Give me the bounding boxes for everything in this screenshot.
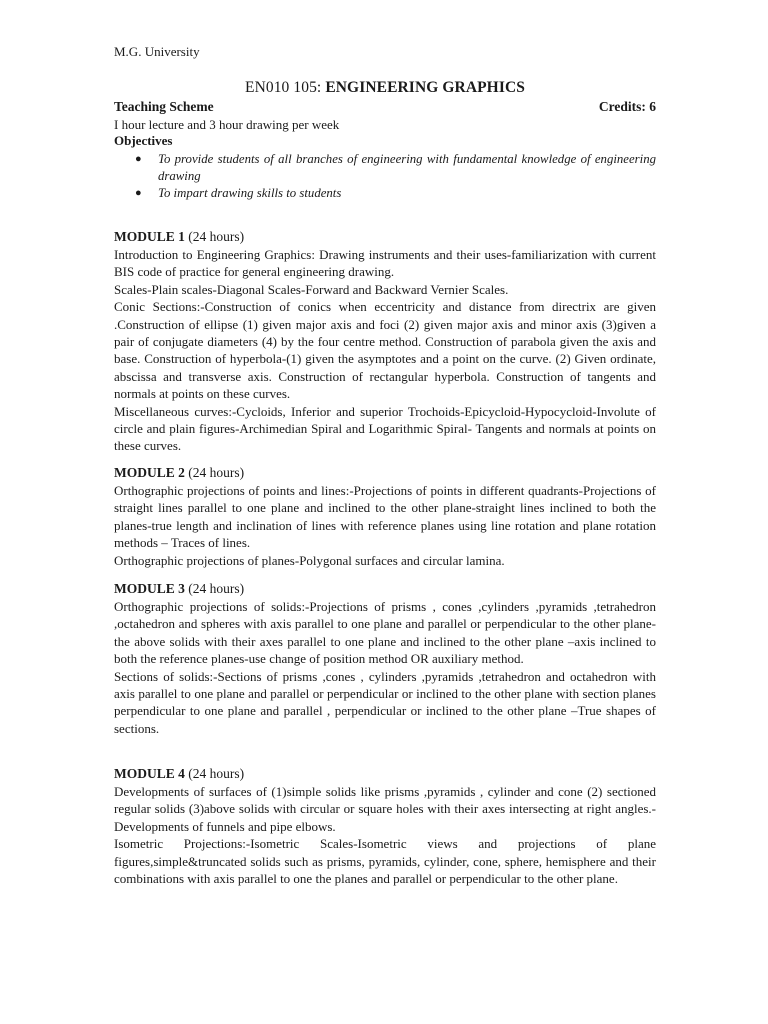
objective-item: ● To provide students of all branches of engineering with fundamental knowledge of engineering drawing xyxy=(135,152,656,183)
university-name: M.G. University xyxy=(114,44,200,59)
module-paragraph: Introduction to Engineering Graphics: Drawing instruments and their uses-familiarization with current BIS code of practice for general engineering drawing. xyxy=(114,247,656,280)
credits-label: Credits: 6 xyxy=(598,99,656,114)
bullet-icon: ● xyxy=(135,153,142,165)
module-paragraph: Miscellaneous curves:-Cycloids, Inferior and superior Trochoids-Epicycloid-Hypocycloid-Involute of circle and plain figures-Archimedian Spiral and Logarithmic Spiral- Tangents and normals at points on these curves. xyxy=(114,403,656,454)
module-title: MODULE 3 xyxy=(114,581,185,596)
module-paragraph: Conic Sections:-Construction of conics when eccentricity and distance from directrix are given .Construction of ellipse (1) given major axis and foci (2) given major axis and minor axis (3)given a pair of conjugate diameters (4) by the four centre method. Construction of parabola given the axis and base. Construction of hyperbola-(1) given the asymptotes and a point on the curve. (2) Given ordinate, abscissa and transverse axis. Construction of rectangular hyperbola. Construction of tangents and normals at points on these curves. xyxy=(114,299,656,402)
hours-text: I hour lecture and 3 hour drawing per week xyxy=(114,117,340,132)
module-paragraph: Orthographic projections of planes-Polygonal surfaces and circular lamina. xyxy=(114,552,505,568)
module-title: MODULE 2 xyxy=(114,465,185,480)
module-paragraph: Orthographic projections of points and lines:-Projections of points in different quadrants-Projections of straight lines parallel to one plane and inclined to the other plane-straight lines inclined to both the planes-true length and inclination of lines with reference planes using line rotation and plane rotation methods – Traces of lines. xyxy=(114,483,656,551)
module-heading xyxy=(114,580,656,598)
module-heading xyxy=(114,464,656,482)
module-2 xyxy=(114,464,656,569)
module-1 xyxy=(114,228,656,455)
course-title xyxy=(114,79,656,97)
module-hours: (24 hours) xyxy=(188,766,245,781)
course-code: EN010 105: xyxy=(245,79,322,96)
objective-item: ● To impart drawing skills to students xyxy=(135,186,342,200)
module-title: MODULE 1 xyxy=(114,229,185,244)
module-paragraph: Sections of solids:-Sections of prisms ,cones , cylinders ,pyramids ,tetrahedron and octahedron with axis parallel to one plane and parallel or perpendicular or inclined to the other plane with section planes perpendicular to one plane and parallel , perpendicular or inclined to the other plane –True shapes of sections. xyxy=(114,668,656,736)
module-paragraph: Scales-Plain scales-Diagonal Scales-Forward and Backward Vernier Scales. xyxy=(114,281,509,297)
bullet-icon: ● xyxy=(135,187,142,199)
objectives-label: Objectives xyxy=(114,133,173,148)
teaching-scheme-label: Teaching Scheme xyxy=(114,99,214,114)
module-4 xyxy=(114,765,656,887)
module-hours: (24 hours) xyxy=(188,581,245,596)
module-title: MODULE 4 xyxy=(114,766,185,781)
module-hours: (24 hours) xyxy=(188,465,245,480)
module-paragraph: Developments of surfaces of (1)simple solids like prisms ,pyramids , cylinder and cone (2) sectioned regular solids (3)above solids with circular or square holes with their axes intersecting at right angles.-Developments of funnels and pipe elbows. xyxy=(114,784,656,834)
course-name: ENGINEERING GRAPHICS xyxy=(325,79,525,96)
module-paragraph: Isometric Projections:-Isometric Scales-Isometric views and projections of plane figures,simple&truncated solids such as prisms, pyramids, cylinder, cone, sphere, hemisphere and their combinations with axis parallel to one the planes and parallel or perpendicular to the other plane. xyxy=(114,836,656,887)
objectives-list xyxy=(114,151,656,202)
module-heading xyxy=(114,228,656,246)
module-3 xyxy=(114,580,656,737)
module-heading xyxy=(114,765,656,783)
module-hours: (24 hours) xyxy=(188,229,245,244)
module-paragraph: Orthographic projections of solids:-Projections of prisms , cones ,cylinders ,pyramids ,tetrahedron ,octahedron and spheres with axis parallel to one plane and parallel or perpendicular to the other plane-the above solids with their axes parallel to one plane and inclined to the other plane –axis inclined to both the reference planes-use change of position method OR auxiliary method. xyxy=(114,599,656,667)
